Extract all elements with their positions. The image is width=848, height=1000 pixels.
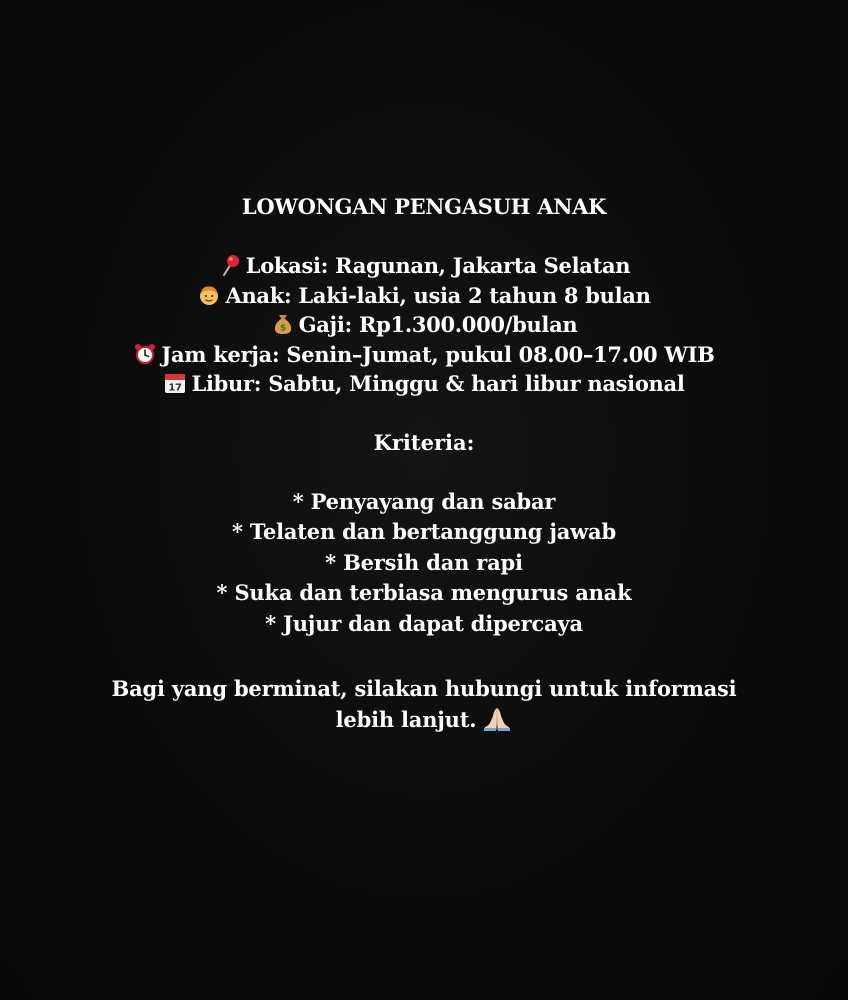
criteria-list	[0, 487, 848, 639]
criteria-item: * Jujur dan dapat dipercaya	[265, 610, 583, 636]
post-title: LOWONGAN PENGASUH ANAK	[241, 194, 607, 219]
salary-line	[0, 310, 848, 340]
alarm-clock-icon	[133, 342, 157, 366]
hours-line	[0, 340, 848, 370]
holiday-text: Libur: Sabtu, Minggu & hari libur nasional	[191, 371, 685, 397]
folded-hands-icon	[482, 706, 512, 732]
salary-text: Gaji: Rp1.300.000/bulan	[298, 312, 578, 338]
criteria-item: * Telaten dan bertanggung jawab	[232, 519, 616, 545]
criteria-heading: Kriteria:	[373, 430, 475, 455]
round-pushpin-icon	[218, 253, 242, 277]
holiday-line	[0, 369, 848, 399]
child-text: Anak: Laki-laki, usia 2 tahun 8 bulan	[225, 282, 651, 308]
closing-line-2-wrap	[40, 704, 808, 735]
location-text: Lokasi: Ragunan, Jakarta Selatan	[245, 253, 631, 278]
criteria-item: * Penyayang dan sabar	[292, 489, 556, 514]
criteria-item: * Suka dan terbiasa mengurus anak	[216, 580, 632, 606]
svg-text:17: 17	[168, 382, 183, 394]
svg-text:$: $	[279, 323, 286, 334]
job-info-list	[0, 251, 848, 399]
closing-message	[40, 673, 808, 735]
closing-line-1: Bagi yang berminat, silakan hubungi untuk informasi	[111, 676, 737, 701]
hours-text: Jam kerja: Senin–Jumat, pukul 08.00–17.00 WIB	[161, 341, 715, 367]
calendar-icon	[163, 371, 187, 395]
boy-face-icon	[197, 283, 221, 307]
child-line	[0, 281, 848, 311]
money-bag-icon	[271, 312, 295, 336]
location-line	[0, 251, 848, 281]
criteria-item: * Bersih dan rapi	[325, 549, 523, 575]
closing-line-2: lebih lanjut.	[335, 707, 477, 732]
